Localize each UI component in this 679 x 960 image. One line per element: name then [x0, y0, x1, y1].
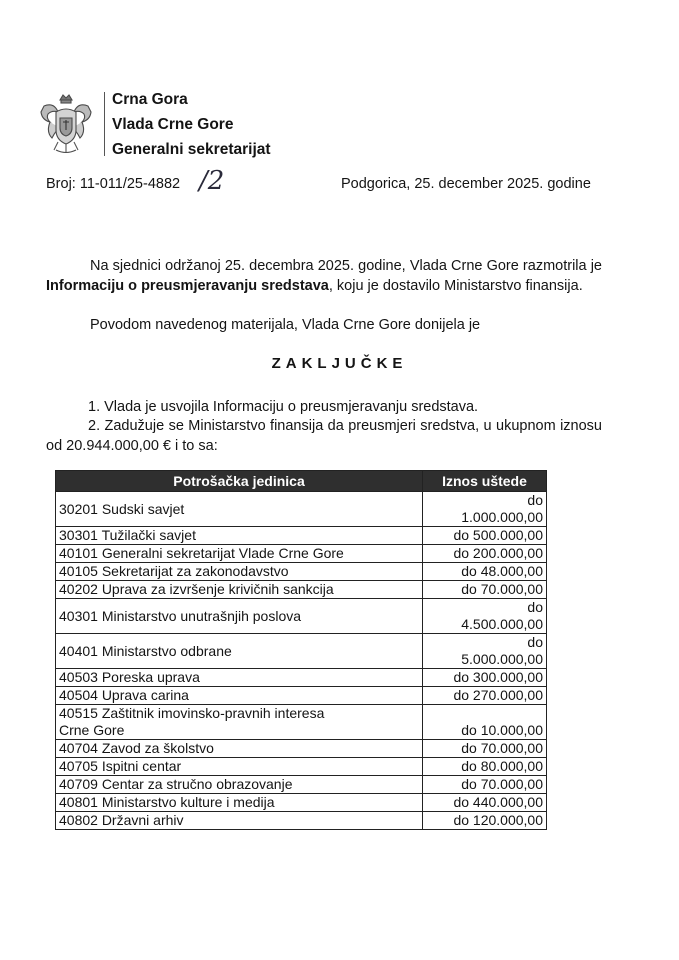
amount-cell: do 200.000,00 — [423, 545, 547, 563]
date-line: Podgorica, 25. december 2025. godine — [341, 176, 591, 192]
unit-line: 40515 Zaštitnik imovinsko-pravnih interesa — [59, 705, 325, 721]
column-header-unit: Potrošačka jedinica — [56, 471, 423, 492]
unit-cell — [56, 705, 423, 740]
unit-cell: 40101 Generalni sekretarijat Vlade Crne Gore — [56, 545, 423, 563]
table-row — [56, 687, 547, 705]
amount-prefix: do — [527, 634, 543, 650]
table-row — [56, 758, 547, 776]
table-row — [56, 634, 547, 669]
amount-prefix: do — [527, 492, 543, 508]
intro-paragraph — [46, 257, 602, 296]
conclusion-item-2 — [46, 417, 602, 456]
document-subject: Informaciju o preusmjeravanju sredstava — [46, 277, 329, 294]
amount-cell — [423, 492, 547, 527]
amount-prefix: do — [527, 599, 543, 615]
table-row — [56, 705, 547, 740]
reference-number: Broj: 11-011/25-4882 — [46, 176, 181, 192]
table-row — [56, 581, 547, 599]
unit-cell: 40401 Ministarstvo odbrane — [56, 634, 423, 669]
amount-cell: do 120.000,00 — [423, 812, 547, 830]
amount-value: 5.000.000,00 — [461, 651, 543, 667]
unit-cell: 40504 Uprava carina — [56, 687, 423, 705]
amount-cell: do 10.000,00 — [423, 705, 547, 740]
amount-cell: do 440.000,00 — [423, 794, 547, 812]
amount-cell: do 270.000,00 — [423, 687, 547, 705]
table-row — [56, 794, 547, 812]
header-divider — [104, 92, 105, 156]
intro-text-end: , koju je dostavilo Ministarstvo finansija. — [328, 277, 583, 294]
amount-cell: do 500.000,00 — [423, 527, 547, 545]
table-row — [56, 669, 547, 687]
unit-cell: 40503 Poreska uprava — [56, 669, 423, 687]
table-row — [56, 740, 547, 758]
intro-text-start: Na sjednici održanoj 25. decembra 2025. godine, Vlada Crne Gore razmotrila je — [90, 258, 602, 274]
amount-cell: do 300.000,00 — [423, 669, 547, 687]
table-row — [56, 545, 547, 563]
unit-line: Crne Gore — [59, 722, 125, 738]
unit-cell: 40709 Centar za stručno obrazovanje — [56, 776, 423, 794]
government-name: Vlada Crne Gore — [112, 116, 234, 133]
country-name: Crna Gora — [112, 91, 188, 108]
amount-cell: do 70.000,00 — [423, 581, 547, 599]
table-row — [56, 527, 547, 545]
amount-cell: do 80.000,00 — [423, 758, 547, 776]
table-row — [56, 492, 547, 527]
document-title: ZAKLJUČKE — [271, 355, 408, 372]
unit-cell: 40105 Sekretarijat za zakonodavstvo — [56, 563, 423, 581]
amount-value: 1.000.000,00 — [461, 509, 543, 525]
unit-cell: 40202 Uprava za izvršenje krivičnih sankcija — [56, 581, 423, 599]
unit-cell: 30301 Tužilački savjet — [56, 527, 423, 545]
unit-cell: 30201 Sudski savjet — [56, 492, 423, 527]
unit-cell: 40802 Državni arhiv — [56, 812, 423, 830]
intro-second-paragraph: Povodom navedenog materijala, Vlada Crne Gore donijela je — [90, 317, 481, 333]
amount-value: 4.500.000,00 — [461, 616, 543, 632]
unit-cell: 40801 Ministarstvo kulture i medija — [56, 794, 423, 812]
letterhead — [112, 87, 271, 162]
amount-cell: do 48.000,00 — [423, 563, 547, 581]
table-row — [56, 599, 547, 634]
conclusion-item-2-text: 2. Zadužuje se Ministarstvo finansija da preusmjeri sredstva, u ukupnom iznosu od 20.944.000,00 € i to sa: — [46, 418, 602, 454]
amount-cell: do 70.000,00 — [423, 740, 547, 758]
handwritten-annotation: /2 — [199, 166, 225, 196]
unit-cell: 40704 Zavod za školstvo — [56, 740, 423, 758]
conclusion-item-1: 1. Vlada je usvojila Informaciju o preusmjeravanju sredstava. — [88, 399, 479, 415]
column-header-amount: Iznos uštede — [423, 471, 547, 492]
amount-cell — [423, 634, 547, 669]
table-row — [56, 812, 547, 830]
office-name: Generalni sekretarijat — [112, 141, 271, 158]
unit-cell: 40301 Ministarstvo unutrašnjih poslova — [56, 599, 423, 634]
unit-cell: 40705 Ispitni centar — [56, 758, 423, 776]
amount-cell: do 70.000,00 — [423, 776, 547, 794]
savings-table — [55, 470, 547, 830]
table-row — [56, 563, 547, 581]
coat-of-arms-icon — [36, 92, 96, 158]
amount-cell — [423, 599, 547, 634]
table-row — [56, 776, 547, 794]
